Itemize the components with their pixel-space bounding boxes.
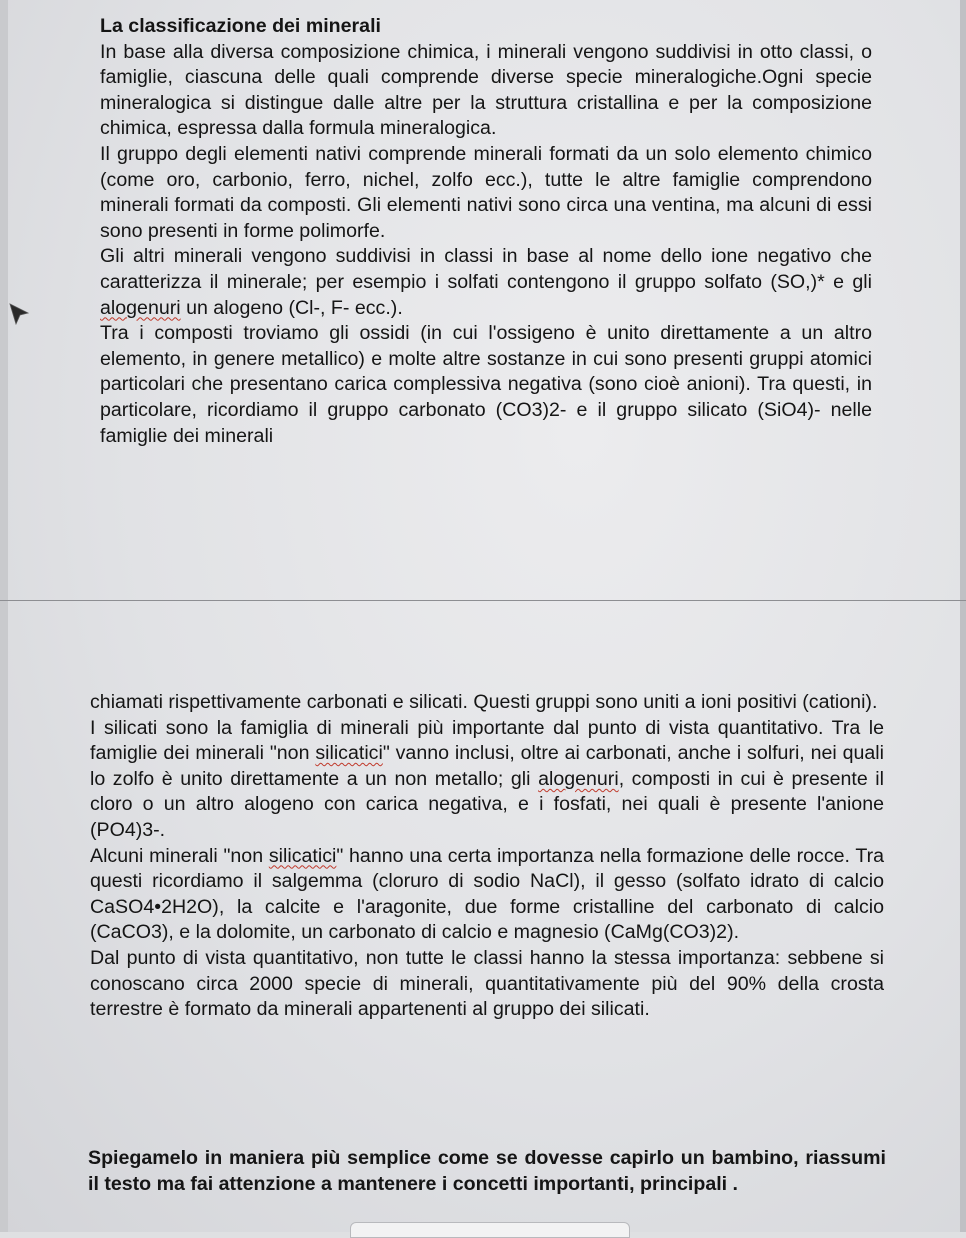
text-run: , composti in cui è presente il cloro o un altro alogeno con carica negativa, e i fosfati, nei quali è presente l'anione (PO4)3-.	[90, 767, 884, 841]
text-run: " vanno inclusi, oltre ai carbonati, anche i solfuri, nei quali lo zolfo è unito direttamente a un non metallo; gli	[90, 742, 885, 790]
paragraph: chiamati rispettivamente carbonati e silicati. Questi gruppi sono uniti a ioni positivi (cationi).	[90, 691, 878, 713]
left-edge	[0, 0, 8, 1232]
paragraph	[100, 244, 872, 321]
paragraph: In base alla diversa composizione chimica, i minerali vengono suddivisi in otto classi, o famiglie, ciascuna delle quali comprende diverse specie mineralogiche.Ogni specie mineralogica si distingue dalle altre per la struttura cristallina e per la composizione chimica, espressa dalla formula mineralogica.	[100, 40, 872, 140]
paragraph	[90, 716, 884, 844]
text-block-bottom	[90, 690, 884, 1023]
text-run: " hanno una certa importanza nella formazione delle rocce. Tra questi ricordiamo il salgemma (cloruro di sodio NaCl), il gesso (solfato idrato di calcio CaSO4•2H2O), la calcite e l'aragonite, due forme cristalline del carbonato di calcio (CaCO3), e la dolomite, un carbonato di calcio e magnesio (CaMg(CO3)2).	[90, 844, 885, 944]
text-run: un alogeno (Cl-, F- ecc.).	[180, 296, 403, 319]
paragraph: Il gruppo degli elementi nativi comprende minerali formati da un solo elemento chimico (come oro, carbonio, ferro, nichel, zolfo ecc.), tutte le altre famiglie comprendono minerali formati da composti. Gli elementi nativi sono circa una ventina, ma alcuni di essi sono presenti in forme polimorfe.	[100, 142, 872, 242]
paragraph: Dal punto di vista quantitativo, non tutte le classi hanno la stessa importanza: sebbene si conoscano circa 2000 specie di minerali, quantitativamente più del 90% della crosta terrestre è formato da minerali appartenenti al gruppo dei silicati.	[90, 946, 884, 1021]
mouse-pointer-icon	[8, 302, 30, 328]
page-title: La classificazione dei minerali	[100, 15, 381, 37]
paragraph: Tra i composti troviamo gli ossidi (in cui l'ossigeno è unito direttamente a un altro elemento, in genere metallico) e molte altre sostanze in cui sono presenti gruppi atomici particolari che presentano carica complessiva negativa (sono cioè anioni). Tra questi, in particolare, ricordiamo il gruppo carbonato (CO3)2- e il gruppo silicato (SiO4)- nelle famiglie dei minerali	[100, 322, 872, 447]
text-run: Alcuni minerali "non	[90, 844, 269, 867]
misspelled-word[interactable]: alogenuri	[538, 767, 619, 790]
right-edge	[960, 0, 966, 1232]
misspelled-word[interactable]: silicatici	[315, 742, 383, 765]
misspelled-word[interactable]: alogenuri	[100, 296, 181, 319]
paragraph	[90, 844, 884, 946]
page-divider	[0, 600, 966, 601]
text-run: I silicati sono la famiglia di minerali più importante dal punto di vista quantitativo. Tra le famiglie dei minerali "non	[90, 716, 884, 765]
misspelled-word[interactable]: silicatici	[268, 844, 337, 867]
text-block-top	[100, 14, 872, 449]
bottom-toolbar[interactable]	[350, 1222, 630, 1238]
instruction-text: Spiegamelo in maniera più semplice come se dovesse capirlo un bambino, riassumi il testo ma fai attenzione a mantenere i concetti importanti, principali .	[88, 1147, 886, 1195]
text-run: Gli altri minerali vengono suddivisi in classi in base al nome dello ione negativo che caratterizza il minerale; per esempio i solfati contengono il gruppo solfato (SO,)* e gli	[100, 245, 872, 293]
